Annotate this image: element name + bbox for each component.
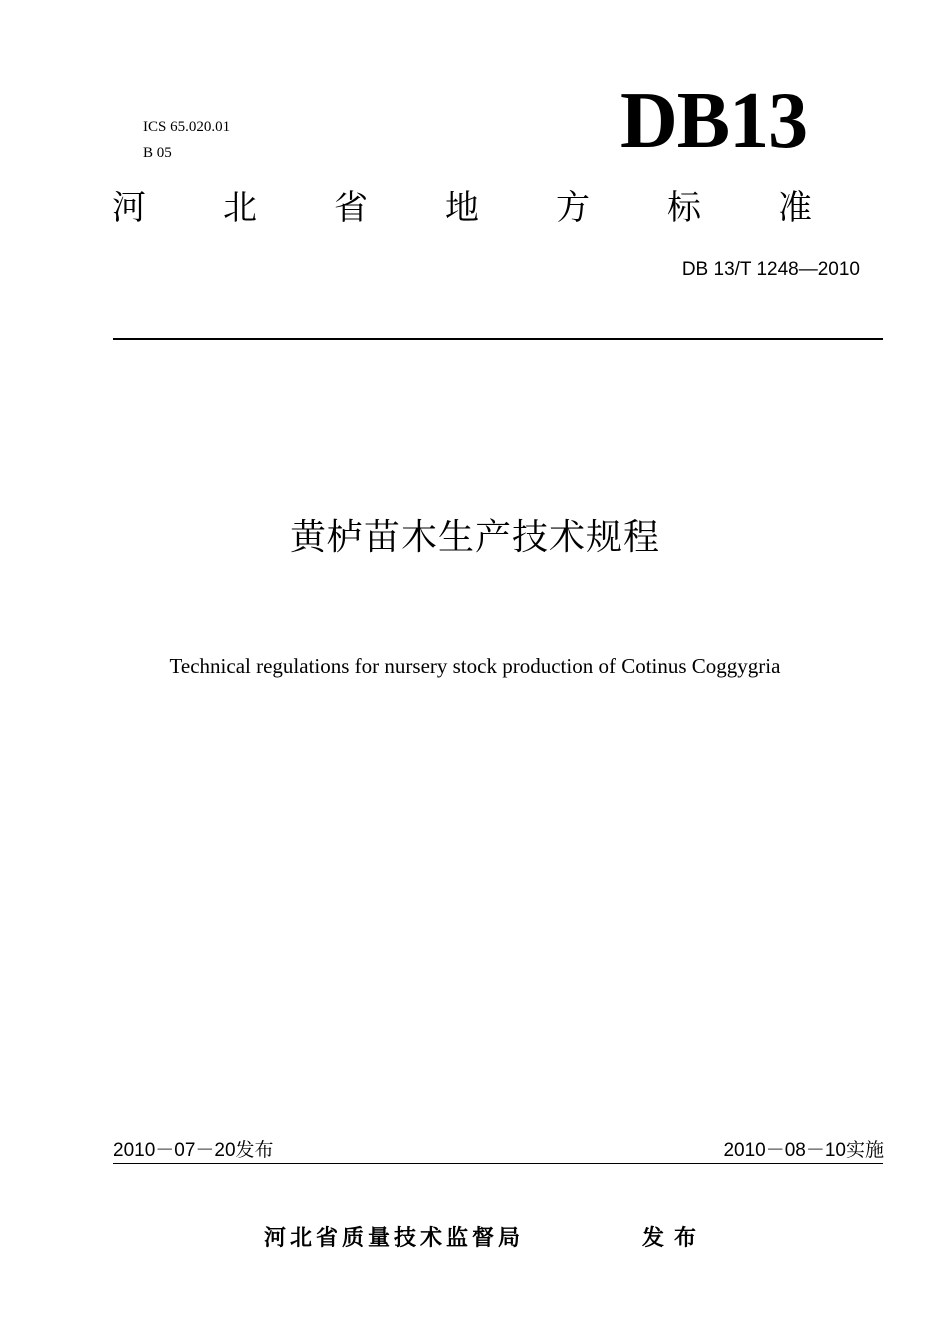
standard-type-heading	[112, 186, 812, 230]
footer-divider	[113, 1163, 883, 1164]
standard-number: DB 13/T 1248—2010	[681, 259, 860, 280]
standard-type-char: 准	[778, 188, 812, 228]
implementation-date: 2010－08－10实施	[723, 1140, 884, 1161]
issuer-name: 河北省质量技术监督局	[264, 1226, 525, 1251]
standard-type-char: 方	[556, 188, 590, 228]
issuer-action: 发布	[642, 1226, 707, 1251]
classification-code: B 05	[143, 145, 172, 161]
standard-type-char: 省	[334, 188, 368, 228]
ics-code: ICS 65.020.01	[143, 119, 231, 135]
header-divider	[113, 338, 883, 340]
standard-type-char: 北	[223, 188, 257, 228]
title-chinese: 黄栌苗木生产技术规程	[289, 517, 660, 558]
standard-type-char: 地	[445, 188, 479, 228]
issue-date: 2010－07－20发布	[113, 1140, 274, 1161]
standard-type-char: 河	[112, 188, 146, 228]
standard-type-char: 标	[667, 188, 701, 228]
title-english: Technical regulations for nursery stock production of Cotinus Coggygria	[169, 654, 781, 678]
db-logo: DB13	[620, 77, 808, 165]
